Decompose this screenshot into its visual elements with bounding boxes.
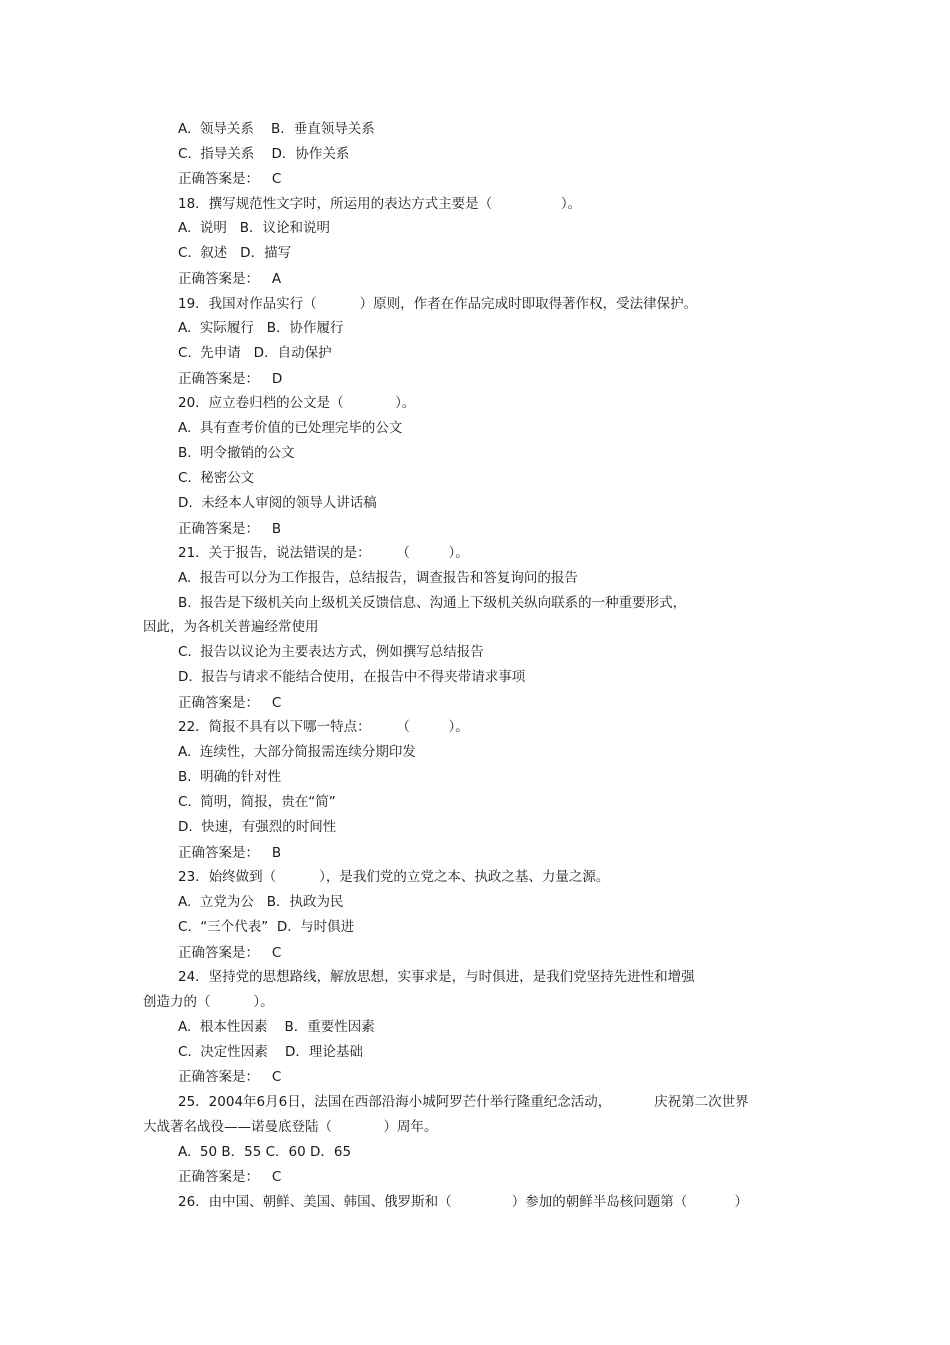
question-text-continued: 大战著名战役——诺曼底登陆（ ）周年。 (143, 1119, 438, 1135)
answer-options: A. 说明 B．议论和说明 (178, 220, 331, 236)
question-text-continued: 创造力的（ ）。 (143, 994, 274, 1010)
answer-options: D. 未经本人审阅的领导人讲话稿 (178, 495, 377, 511)
question-text: 26．由中国、朝鲜、美国、韩国、俄罗斯和（ ）参加的朝鲜半岛核问题第（ ） (178, 1194, 748, 1210)
answer-options: C. 指导关系 D．协作关系 (178, 146, 350, 162)
answer-options: C. 先申请 D．自动保护 (178, 345, 332, 361)
question-text: 21．关于报告，说法错误的是： （ ）。 (178, 545, 469, 561)
question-text: 23．始终做到（ ），是我们党的立党之本、执政之基、力量之源。 (178, 869, 610, 885)
correct-answer: 正确答案是： C (178, 171, 282, 187)
question-text-continued: 因此，为各机关普遍经常使用 (143, 619, 319, 635)
answer-options: A. 报告可以分为工作报告，总结报告，调查报告和答复询问的报告 (178, 570, 578, 586)
question-text: 24．坚持党的思想路线，解放思想，实事求是，与时俱进，是我们党坚持先进性和增强 (178, 969, 695, 985)
correct-answer: 正确答案是： C (178, 695, 282, 711)
answer-options: A. 领导关系 B．垂直领导关系 (178, 121, 375, 137)
correct-answer: 正确答案是： B (178, 845, 282, 861)
answer-options: A. 立党为公 B．执政为民 (178, 894, 344, 910)
answer-options: C. 简明，简报，贵在“简” (178, 794, 336, 810)
question-text: 20．应立卷归档的公文是（ ）。 (178, 395, 416, 411)
answer-options: C. 决定性因素 D．理论基础 (178, 1044, 363, 1060)
answer-options: C. 秘密公文 (178, 470, 255, 486)
answer-options: A. 根本性因素 B．重要性因素 (178, 1019, 375, 1035)
correct-answer: 正确答案是： B (178, 521, 282, 537)
correct-answer: 正确答案是： D (178, 371, 283, 387)
answer-options: A. 具有查考价值的已处理完毕的公文 (178, 420, 403, 436)
answer-options: A. 50 B．55 C．60 D．65 (178, 1144, 352, 1160)
question-text: 25．2004年6月6日，法国在西部沿海小城阿罗芒什举行隆重纪念活动， 庆祝第二次世界 (178, 1094, 749, 1110)
answer-options: D. 快速，有强烈的时间性 (178, 819, 337, 835)
question-text: 18．撰写规范性文字时，所运用的表达方式主要是（ ）。 (178, 196, 582, 212)
correct-answer: 正确答案是： C (178, 1069, 282, 1085)
answer-options: A. 连续性，大部分简报需连续分期印发 (178, 744, 416, 760)
answer-options: C. “三个代表” D. 与时俱进 (178, 919, 355, 935)
answer-options: B. 报告是下级机关向上级机关反馈信息、沟通上下级机关纵向联系的一种重要形式， (178, 595, 687, 611)
answer-options: C. 报告以议论为主要表达方式，例如撰写总结报告 (178, 644, 484, 660)
correct-answer: 正确答案是： A (178, 271, 282, 287)
correct-answer: 正确答案是： C (178, 1169, 282, 1185)
answer-options: B. 明确的针对性 (178, 769, 282, 785)
question-text: 19．我国对作品实行（ ）原则，作者在作品完成时即取得著作权，受法律保护。 (178, 296, 698, 312)
answer-options: A. 实际履行 B．协作履行 (178, 320, 344, 336)
answer-options: B. 明令撤销的公文 (178, 445, 295, 461)
answer-options: C. 叙述 D．描写 (178, 245, 292, 261)
answer-options: D. 报告与请求不能结合使用，在报告中不得夹带请求事项 (178, 669, 526, 685)
question-text: 22．简报不具有以下哪一特点： （ ）。 (178, 719, 469, 735)
correct-answer: 正确答案是： C (178, 945, 282, 961)
